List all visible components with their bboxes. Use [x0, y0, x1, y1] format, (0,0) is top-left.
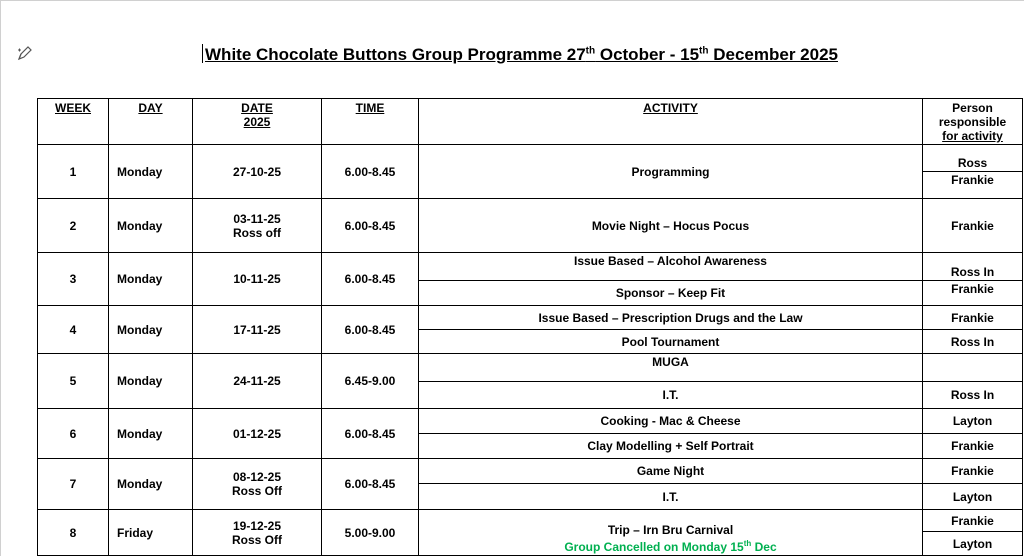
person-cell: Frankie	[923, 306, 1023, 330]
header-date: DATE 2025	[193, 99, 322, 145]
day-cell: Friday	[109, 510, 193, 556]
header-row	[38, 99, 1023, 145]
title-text: October - 15	[595, 45, 700, 64]
header-person: Person responsible for activity	[923, 99, 1023, 145]
date-cell: 19-12-25 Ross Off	[193, 510, 322, 556]
page-edge	[0, 0, 1024, 1]
person-cell: Frankie	[923, 172, 1023, 199]
person-cell: Frankie	[923, 281, 1023, 306]
time-cell: 6.00-8.45	[322, 145, 419, 199]
person-cell: Frankie	[923, 434, 1023, 459]
header-time: TIME	[322, 99, 419, 145]
date-cell: 01-12-25	[193, 409, 322, 459]
table-row	[38, 253, 1023, 281]
title-text: December 2025	[708, 45, 838, 64]
activity-cell: Pool Tournament	[419, 330, 923, 354]
activity-cell: Issue Based – Prescription Drugs and the Law	[419, 306, 923, 330]
person-cell: Layton	[923, 409, 1023, 434]
date-cell: 08-12-25 Ross Off	[193, 459, 322, 510]
table-row	[38, 306, 1023, 330]
header-activity: ACTIVITY	[419, 99, 923, 145]
date-cell: 10-11-25	[193, 253, 322, 306]
person-cell: Frankie	[923, 459, 1023, 484]
activity-cell: MUGA	[419, 354, 923, 382]
date-cell: 27-10-25	[193, 145, 322, 199]
activity-cell: I.T.	[419, 382, 923, 409]
cancel-note: Group Cancelled on Monday 15th Dec	[564, 539, 777, 554]
table-row	[38, 145, 1023, 172]
activity-cell: Sponsor – Keep Fit	[419, 281, 923, 306]
activity-cell: Trip – Irn Bru Carnival Group Cancelled on Monday 15th Dec	[419, 510, 923, 556]
week-cell: 3	[38, 253, 109, 306]
week-cell: 6	[38, 409, 109, 459]
person-cell: Ross In	[923, 382, 1023, 409]
time-cell: 6.00-8.45	[322, 199, 419, 253]
table-row	[38, 510, 1023, 532]
day-cell: Monday	[109, 459, 193, 510]
day-cell: Monday	[109, 409, 193, 459]
person-cell: Frankie	[923, 199, 1023, 253]
activity-cell: I.T.	[419, 484, 923, 510]
time-cell: 6.00-8.45	[322, 253, 419, 306]
title-text: White Chocolate Buttons Group Programme 27	[205, 45, 586, 64]
table-row	[38, 409, 1023, 434]
person-cell: Ross In	[923, 253, 1023, 281]
text-cursor	[202, 44, 203, 63]
time-cell: 6.00-8.45	[322, 306, 419, 354]
person-cell	[923, 354, 1023, 382]
person-cell: Layton	[923, 484, 1023, 510]
page-edge	[0, 0, 1, 556]
day-cell: Monday	[109, 199, 193, 253]
week-cell: 2	[38, 199, 109, 253]
activity-cell: Programming	[419, 145, 923, 199]
title-sup: th	[585, 45, 596, 57]
date-cell: 24-11-25	[193, 354, 322, 409]
table-row	[38, 459, 1023, 484]
week-cell: 4	[38, 306, 109, 354]
header-day: DAY	[109, 99, 193, 145]
header-week: WEEK	[38, 99, 109, 145]
activity-cell: Clay Modelling + Self Portrait	[419, 434, 923, 459]
person-cell: Ross In	[923, 330, 1023, 354]
day-cell: Monday	[109, 354, 193, 409]
activity-cell: Issue Based – Alcohol Awareness	[419, 253, 923, 281]
date-cell: 03-11-25 Ross off	[193, 199, 322, 253]
activity-cell: Game Night	[419, 459, 923, 484]
date-cell: 17-11-25	[193, 306, 322, 354]
day-cell: Monday	[109, 253, 193, 306]
time-cell: 6.45-9.00	[322, 354, 419, 409]
week-cell: 5	[38, 354, 109, 409]
week-cell: 1	[38, 145, 109, 199]
time-cell: 6.00-8.45	[322, 409, 419, 459]
table-row	[38, 354, 1023, 382]
day-cell: Monday	[109, 306, 193, 354]
person-cell: Layton	[923, 532, 1023, 556]
activity-cell: Movie Night – Hocus Pocus	[419, 199, 923, 253]
title-sup: th	[699, 45, 709, 57]
person-cell: Ross	[923, 145, 1023, 172]
page-title	[0, 44, 1024, 65]
time-cell: 6.00-8.45	[322, 459, 419, 510]
week-cell: 7	[38, 459, 109, 510]
day-cell: Monday	[109, 145, 193, 199]
programme-table	[37, 98, 1023, 556]
activity-cell: Cooking - Mac & Cheese	[419, 409, 923, 434]
table-row	[38, 199, 1023, 253]
person-cell: Frankie	[923, 510, 1023, 532]
time-cell: 5.00-9.00	[322, 510, 419, 556]
week-cell: 8	[38, 510, 109, 556]
